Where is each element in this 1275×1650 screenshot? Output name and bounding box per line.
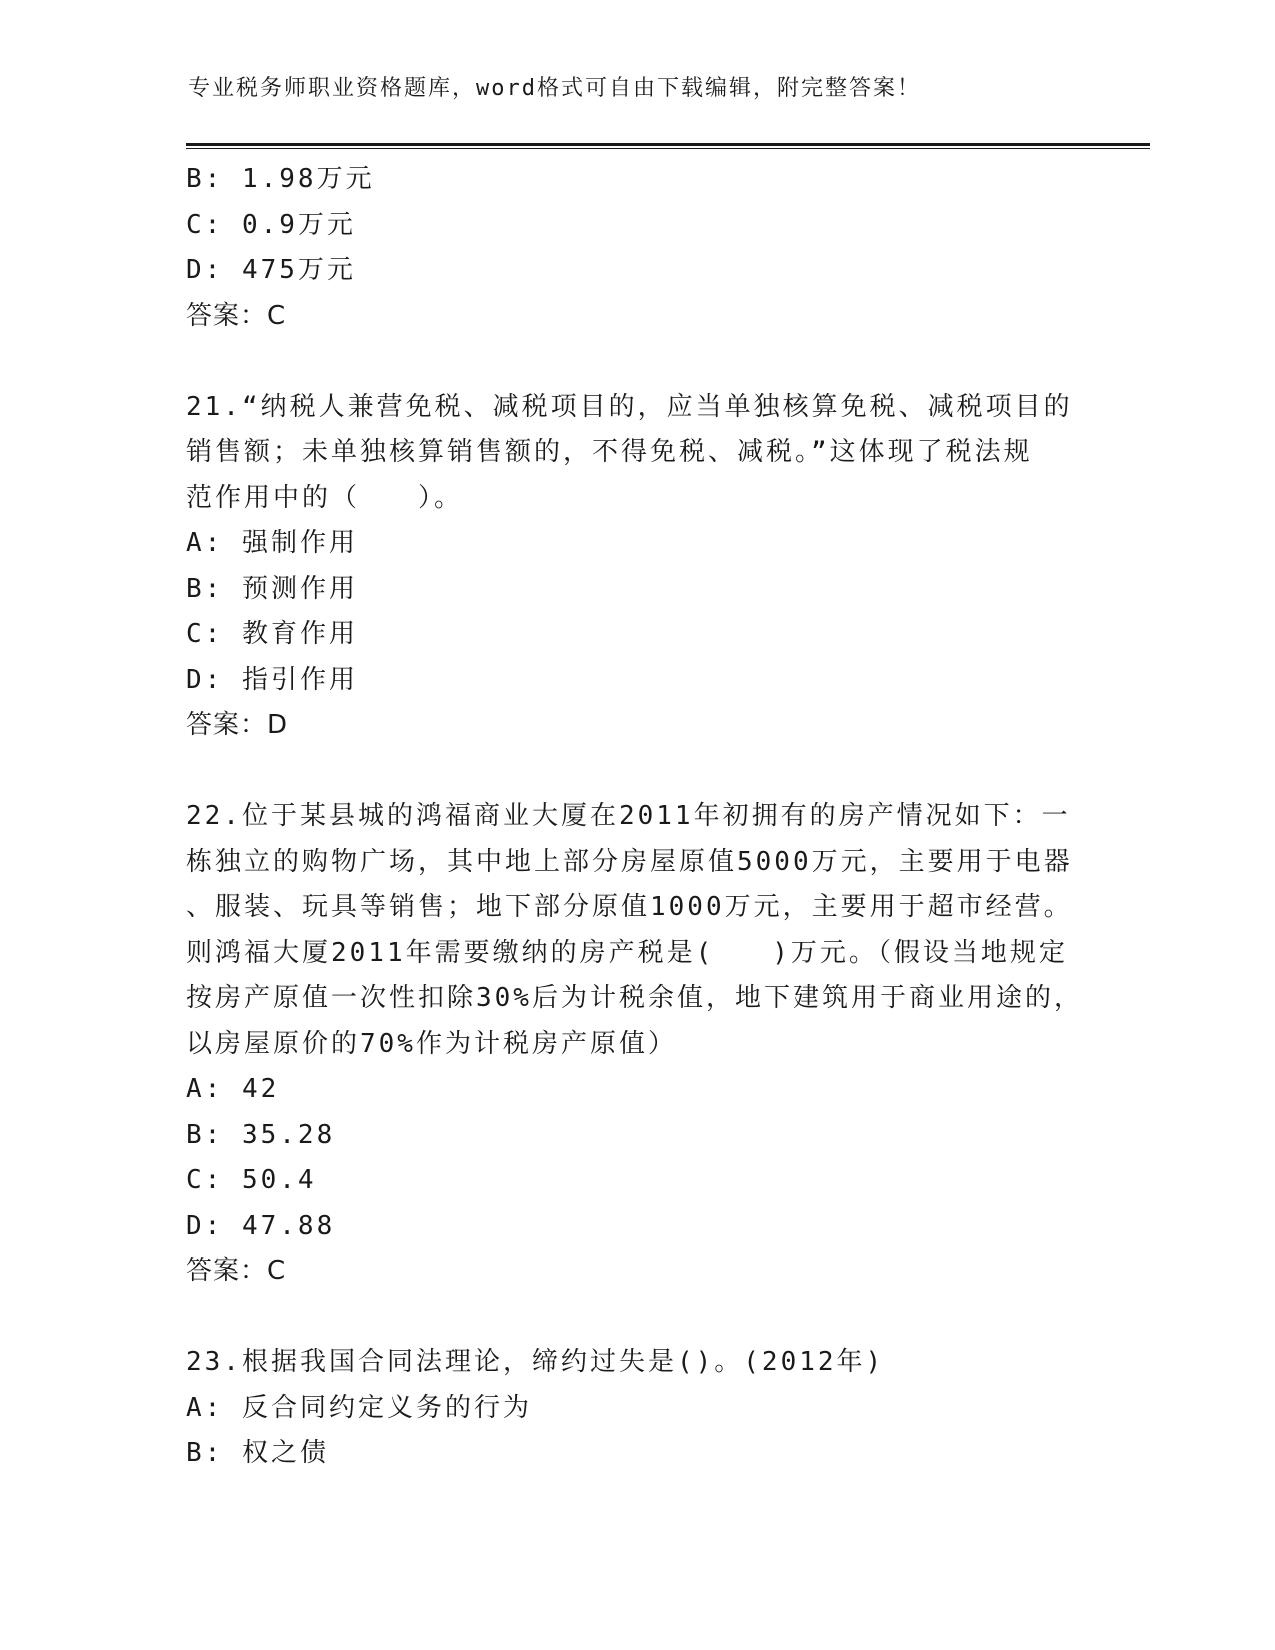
option-c: C: 0.9万元	[186, 209, 356, 240]
question-stem-line: 21.“纳税人兼营免税、减税项目的，应当单独核算免税、减税项目的	[186, 391, 1073, 422]
document-body	[186, 157, 1086, 1477]
header-divider	[186, 143, 1150, 149]
question-stem-line: 按房产原值一次性扣除30%后为计税余值，地下建筑用于商业用途的，	[186, 983, 1083, 1013]
option-a: A: 强制作用	[186, 528, 358, 558]
question-stem-line: 以房屋原价的70%作为计税房产原值）	[186, 1028, 677, 1059]
question-23	[186, 1340, 1086, 1477]
option-d: D: 47.88	[186, 1210, 336, 1241]
option-a: A: 反合同约定义务的行为	[186, 1392, 532, 1423]
answer-line: 答案：D	[186, 710, 289, 740]
answer-line: 答案：C	[186, 300, 287, 331]
page-header: 专业税务师职业资格题库，word格式可自由下载编辑，附完整答案！	[188, 76, 921, 101]
question-stem-line: 、服装、玩具等销售；地下部分原值1000万元，主要用于超市经营。	[186, 892, 1073, 922]
option-a: A: 42	[186, 1074, 280, 1104]
question-stem-line: 则鸿福大厦2011年需要缴纳的房产税是( )万元。（假设当地规定	[186, 937, 1068, 968]
option-c: C: 教育作用	[186, 619, 358, 649]
option-d: D: 475万元	[186, 255, 356, 285]
question-22	[186, 794, 1086, 1295]
option-b: B: 35.28	[186, 1119, 336, 1150]
question-stem-line: 栋独立的购物广场，其中地上部分房屋原值5000万元，主要用于电器	[186, 846, 1073, 877]
question-21	[186, 385, 1086, 749]
option-d: D: 指引作用	[186, 664, 358, 695]
question-stem-line: 销售额；未单独核算销售额的，不得免税、减税。”这体现了税法规	[186, 437, 1033, 467]
option-b: B: 1.98万元	[186, 164, 375, 194]
option-c: C: 50.4	[186, 1165, 317, 1195]
question-stem-line: 范作用中的（ ）。	[186, 482, 464, 513]
previous-question-tail	[186, 157, 1086, 339]
answer-line: 答案：C	[186, 1256, 287, 1286]
option-b: B: 权之债	[186, 1438, 329, 1468]
question-stem-line: 23.根据我国合同法理论，缔约过失是()。(2012年)	[186, 1347, 885, 1377]
option-b: B: 预测作用	[186, 573, 358, 604]
question-stem-line: 22.位于某县城的鸿福商业大厦在2011年初拥有的房产情况如下：一	[186, 801, 1071, 831]
